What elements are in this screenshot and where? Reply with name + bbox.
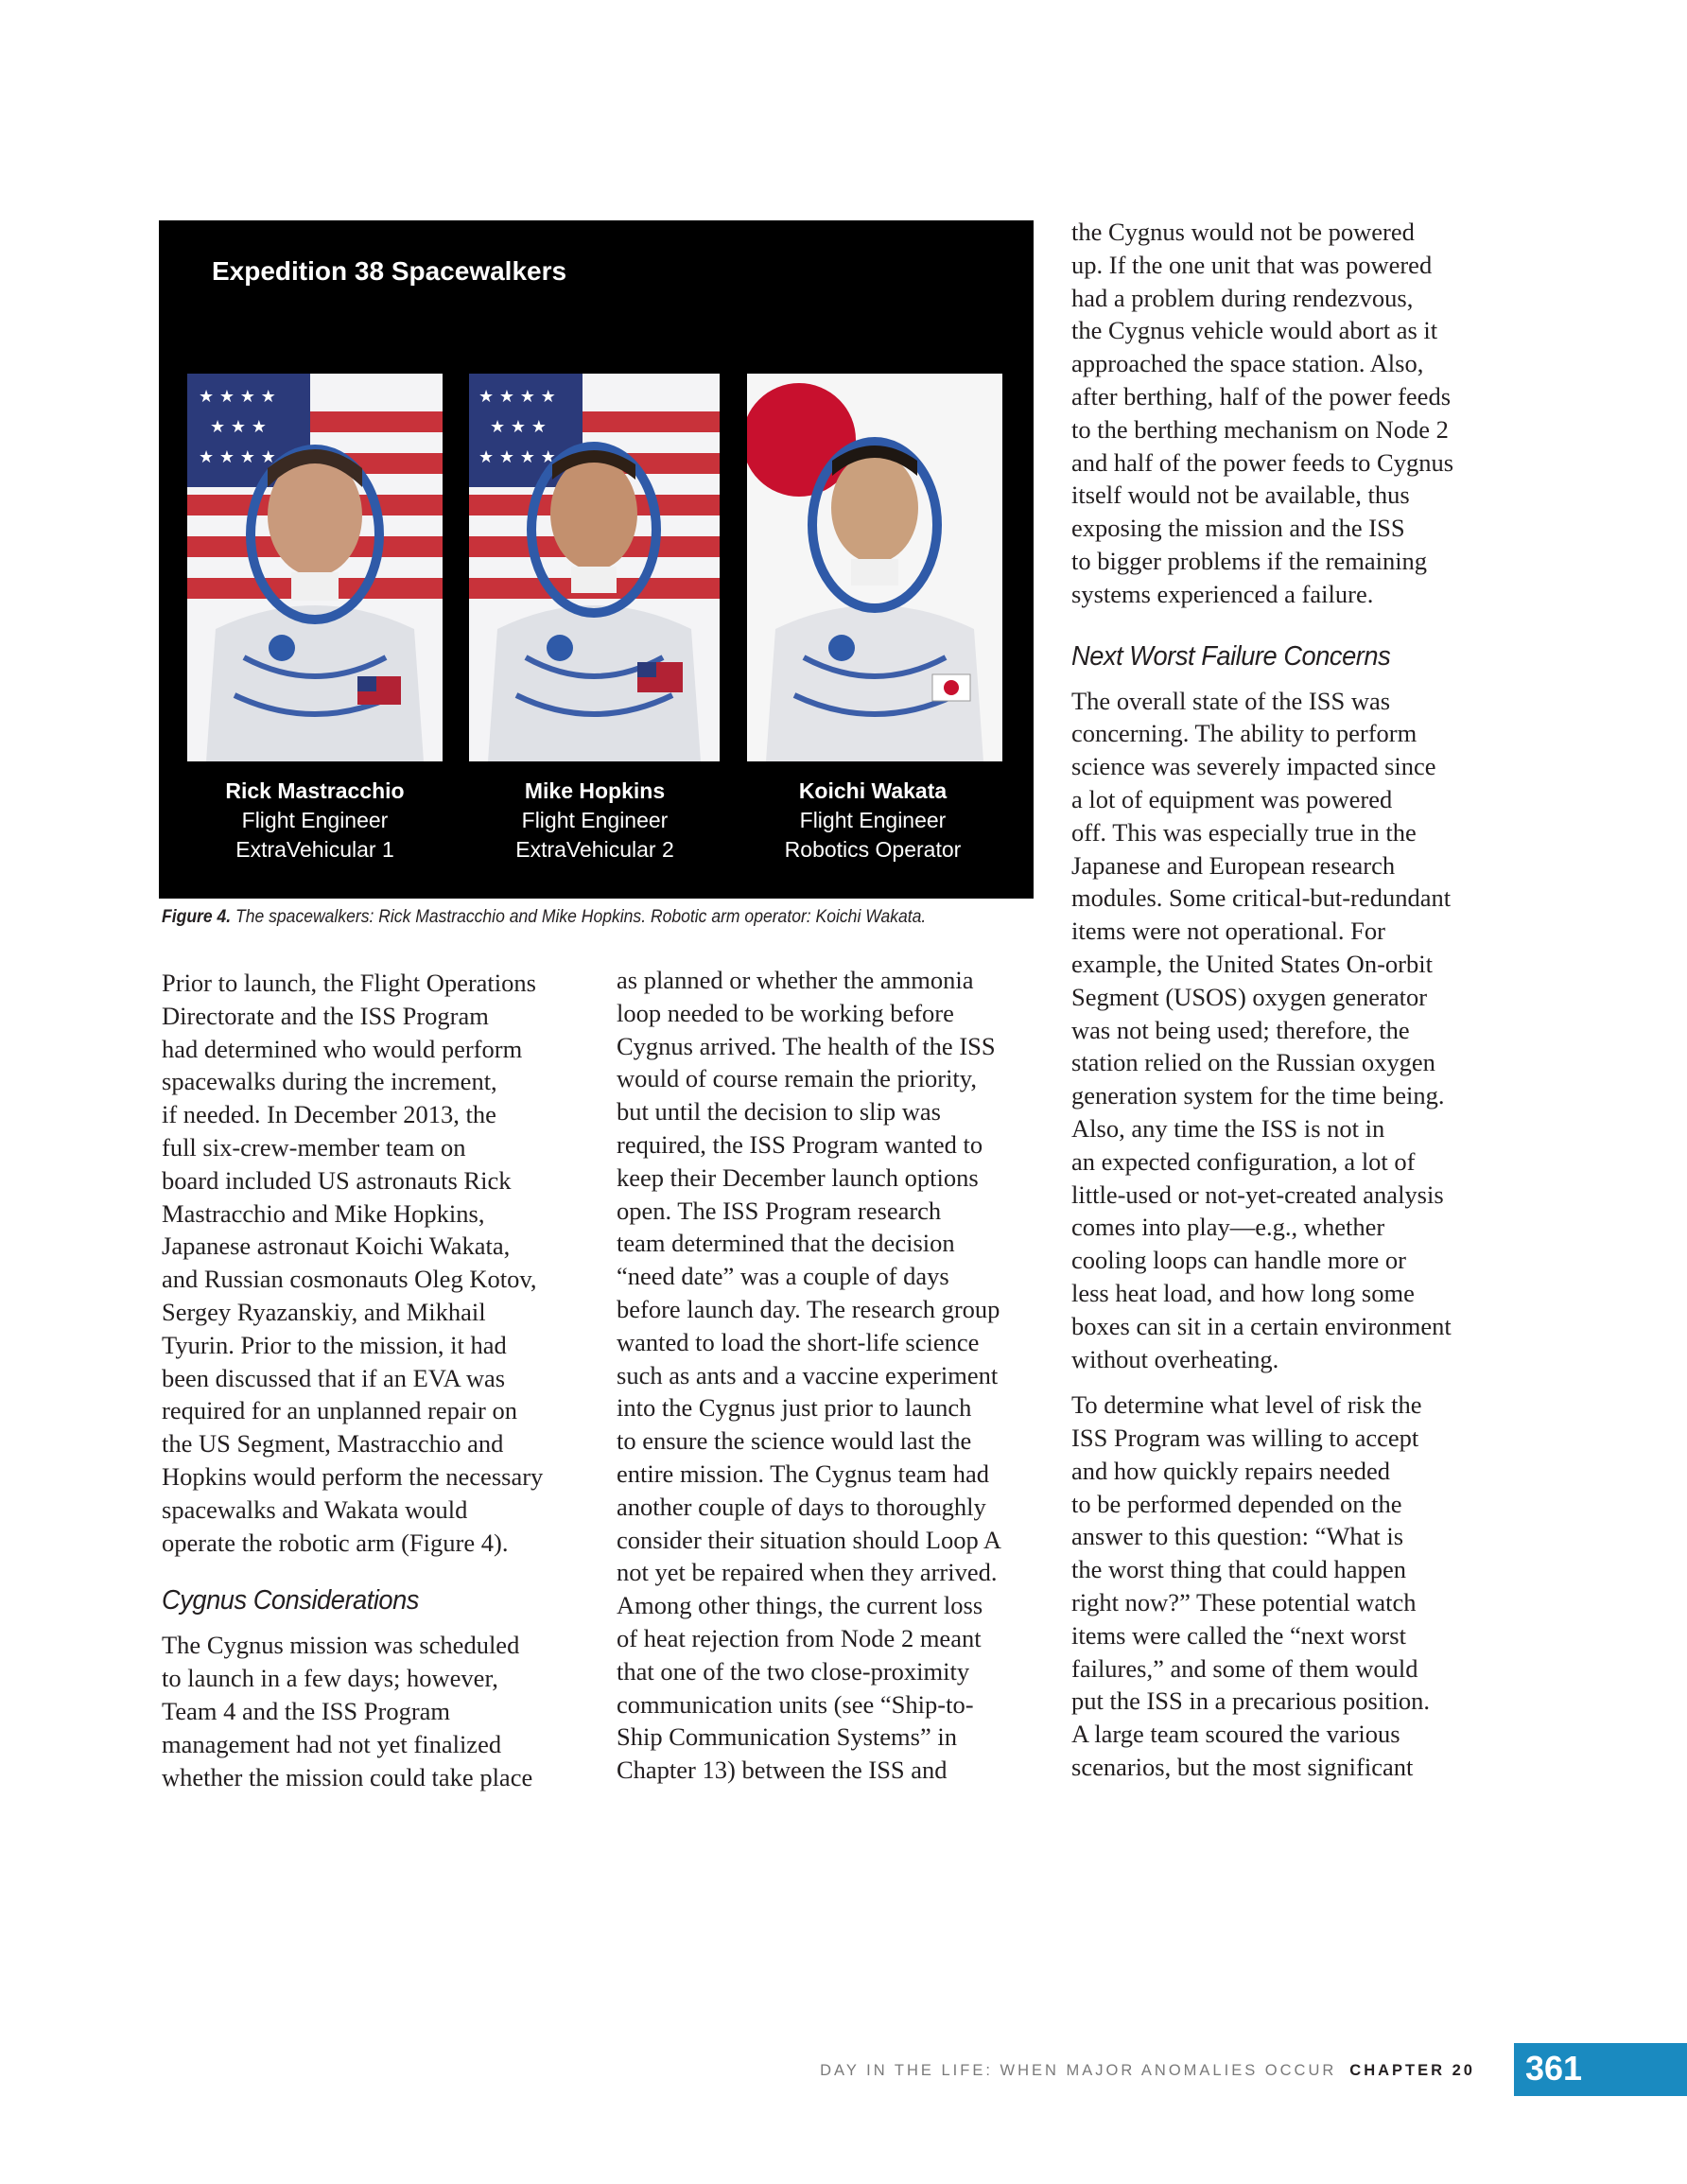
text-column-2 (617, 967, 1042, 1800)
paragraph: The Cygnus mission was scheduled to launch in a few days; however, Team 4 and the ISS Program management had not yet finalized whether the mission could take place (162, 1631, 533, 1791)
running-footer (820, 2062, 1475, 2080)
page-number-box (1514, 2043, 1687, 2096)
paragraph: Prior to launch, the Flight Operations Directorate and the ISS Program had determined who would perform spacewalks during the increment, if needed. In December 2013, the full six-crew-member team on board included US astronauts Rick Mastracchio and Mike Hopkins, Japanese astronaut Koichi Wakata, and Russian cosmonauts Oleg Kotov, Sergey Ryazanskiy, and Mikhail Tyurin. Prior to the mission, it had been discussed that if an EVA was required for an unplanned repair on the US Segment, Mastracchio and Hopkins would perform the necessary spacewalks and Wakata would operate the robotic arm (Figure 4). (162, 969, 544, 1557)
svg-text:★ ★ ★ ★: ★ ★ ★ ★ (199, 447, 276, 467)
crew-name: Koichi Wakata (798, 778, 948, 803)
crew-card-2 (453, 777, 737, 865)
figure-title: Expedition 38 Spacewalkers (212, 256, 567, 286)
crew-name: Rick Mastracchio (225, 778, 405, 803)
section-heading-cygnus: Cygnus Considerations (162, 1585, 419, 1616)
page-number: 361 (1525, 2049, 1583, 2088)
svg-text:★ ★ ★ ★: ★ ★ ★ ★ (199, 387, 276, 407)
crew-duty: ExtraVehicular 1 (235, 837, 394, 862)
crew-duty: ExtraVehicular 2 (515, 837, 674, 862)
paragraph: as planned or whether the ammonia loop needed to be working before Cygnus arrived. The health of the ISS would of course remain the priority, but until the decision to slip was required, the ISS Program wanted to keep their December launch options open. The ISS Program research team determined that the decision “need date” was a couple of days before launch day. The research group wanted to load the short-life science such as ants and a vaccine experiment into the Cygnus just prior to launch to ensure the science would last the entire mission. The Cygnus team had another couple of days to thoroughly consider their situation should Loop A not yet be repaired when they arrived. Among other things, the current loss of heat rejection from Node 2 meant that one of the two close-proximity communication units (see “Ship-to- Ship Communication Systems” in Chapter 13) between the ISS and (617, 966, 1002, 1785)
text-column-3 (1071, 216, 1497, 1797)
svg-text:★ ★ ★ ★: ★ ★ ★ ★ (478, 447, 556, 467)
svg-text:★ ★ ★: ★ ★ ★ (490, 417, 547, 437)
paragraph: the Cygnus would not be powered up. If the one unit that was powered had a problem during rendezvous, the Cygnus vehicle would abort as it approached the space station. Also, after berthing, half of the power feeds to the berthing mechanism on Node 2 and half of the power feeds to Cygnus itself would not be available, thus exposing the mission and the ISS to bigger problems if the remaining systems experienced a failure. (1071, 218, 1454, 608)
portrait-koichi-wakata (747, 374, 1002, 761)
portrait-mike-hopkins (469, 374, 720, 761)
caption-text: The spacewalkers: Rick Mastracchio and Mike Hopkins. Robotic arm operator: Koichi Wakata. (235, 906, 927, 927)
caption-label: Figure 4. (162, 906, 232, 927)
running-title: DAY IN THE LIFE: WHEN MAJOR ANOMALIES OCCUR (820, 2062, 1337, 2079)
text-column-1 (162, 967, 587, 1807)
section-heading-next-worst: Next Worst Failure Concerns (1071, 640, 1391, 672)
figure-4 (159, 220, 1034, 899)
figure-caption (162, 906, 953, 928)
svg-text:★ ★ ★ ★: ★ ★ ★ ★ (478, 387, 556, 407)
crew-name: Mike Hopkins (524, 778, 666, 803)
portrait-rick-mastracchio (187, 374, 443, 761)
crew-card-3 (731, 777, 1015, 865)
paragraph: To determine what level of risk the ISS Program was willing to accept and how quickly repairs needed to be performed depended on the answer to this question: “What is the worst thing that could happen right now?” These potential watch items were called the “next worst failures,” and some of them would put the ISS in a precarious position. A large team scoured the various scenarios, but the most significant (1071, 1390, 1431, 1782)
crew-duty: Robotics Operator (784, 837, 962, 862)
crew-role: Flight Engineer (241, 808, 389, 832)
crew-role: Flight Engineer (799, 808, 947, 832)
svg-text:★ ★ ★: ★ ★ ★ (210, 417, 267, 437)
crew-card-1 (173, 777, 457, 865)
crew-role: Flight Engineer (521, 808, 669, 832)
paragraph: The overall state of the ISS was concerning. The ability to perform science was severely impacted since a lot of equipment was powered off. This was especially true in the Japanese and European research modules. Some critical-but-redundant items were not operational. For example, the United States On-orbit Segment (USOS) oxygen generator was not being used; therefore, the station relied on the Russian oxygen generation system for the time being. Also, any time the ISS is not in an expected configuration, a lot of little-used or not-yet-created analysis comes into play—e.g., whether cooling loops can handle more or less heat load, and how long some boxes can sit in a certain environment without overheating. (1071, 686, 1452, 1373)
chapter-label: CHAPTER 20 (1349, 2062, 1475, 2079)
